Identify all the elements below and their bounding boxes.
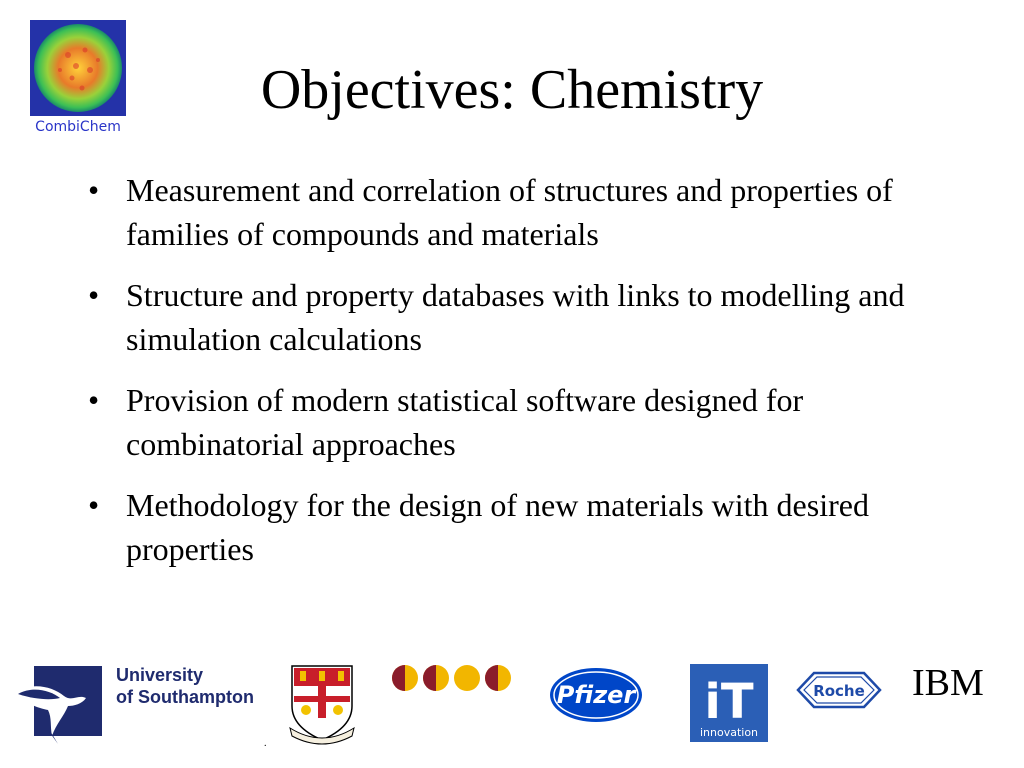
ibm-logo-text: IBM — [912, 662, 984, 704]
it-innovation-logo — [690, 664, 768, 742]
four-dots-logo — [390, 662, 514, 694]
bullet-text: Provision of modern statistical software designed for combinatorial approaches — [126, 382, 804, 462]
southampton-wordmark — [116, 664, 254, 708]
bullet-marker: • — [88, 382, 100, 418]
bullet-list — [88, 168, 948, 588]
roche-logo — [796, 670, 882, 710]
combichem-caption: CombiChem — [35, 119, 121, 135]
combichem-logo — [30, 20, 126, 116]
university-crest-icon — [286, 662, 358, 746]
bullet-item — [88, 273, 948, 361]
footer-dot: . — [264, 738, 267, 749]
slide-title: Objectives: Chemistry — [260, 59, 764, 121]
bullet-text: Methodology for the design of new materials with desired properties — [126, 487, 869, 567]
roche-wordmark: Roche — [813, 682, 865, 700]
bullet-text: Structure and property databases with links to modelling and simulation calculations — [126, 277, 905, 357]
bullet-marker: • — [88, 277, 100, 313]
it-innovation-mark: iT — [704, 674, 754, 730]
bullet-item — [88, 378, 948, 466]
pfizer-wordmark: Pfizer — [556, 681, 636, 709]
pfizer-logo — [548, 666, 644, 724]
bullet-marker: • — [88, 172, 100, 208]
southampton-dolphin-logo — [12, 664, 104, 746]
bullet-item — [88, 483, 948, 571]
bullet-marker: • — [88, 487, 100, 523]
bullet-item — [88, 168, 948, 256]
it-innovation-caption: innovation — [699, 726, 759, 739]
southampton-line2: of Southampton — [116, 687, 254, 707]
bullet-text: Measurement and correlation of structures and properties of families of compounds and materials — [126, 172, 893, 252]
southampton-line1: University — [116, 665, 204, 685]
